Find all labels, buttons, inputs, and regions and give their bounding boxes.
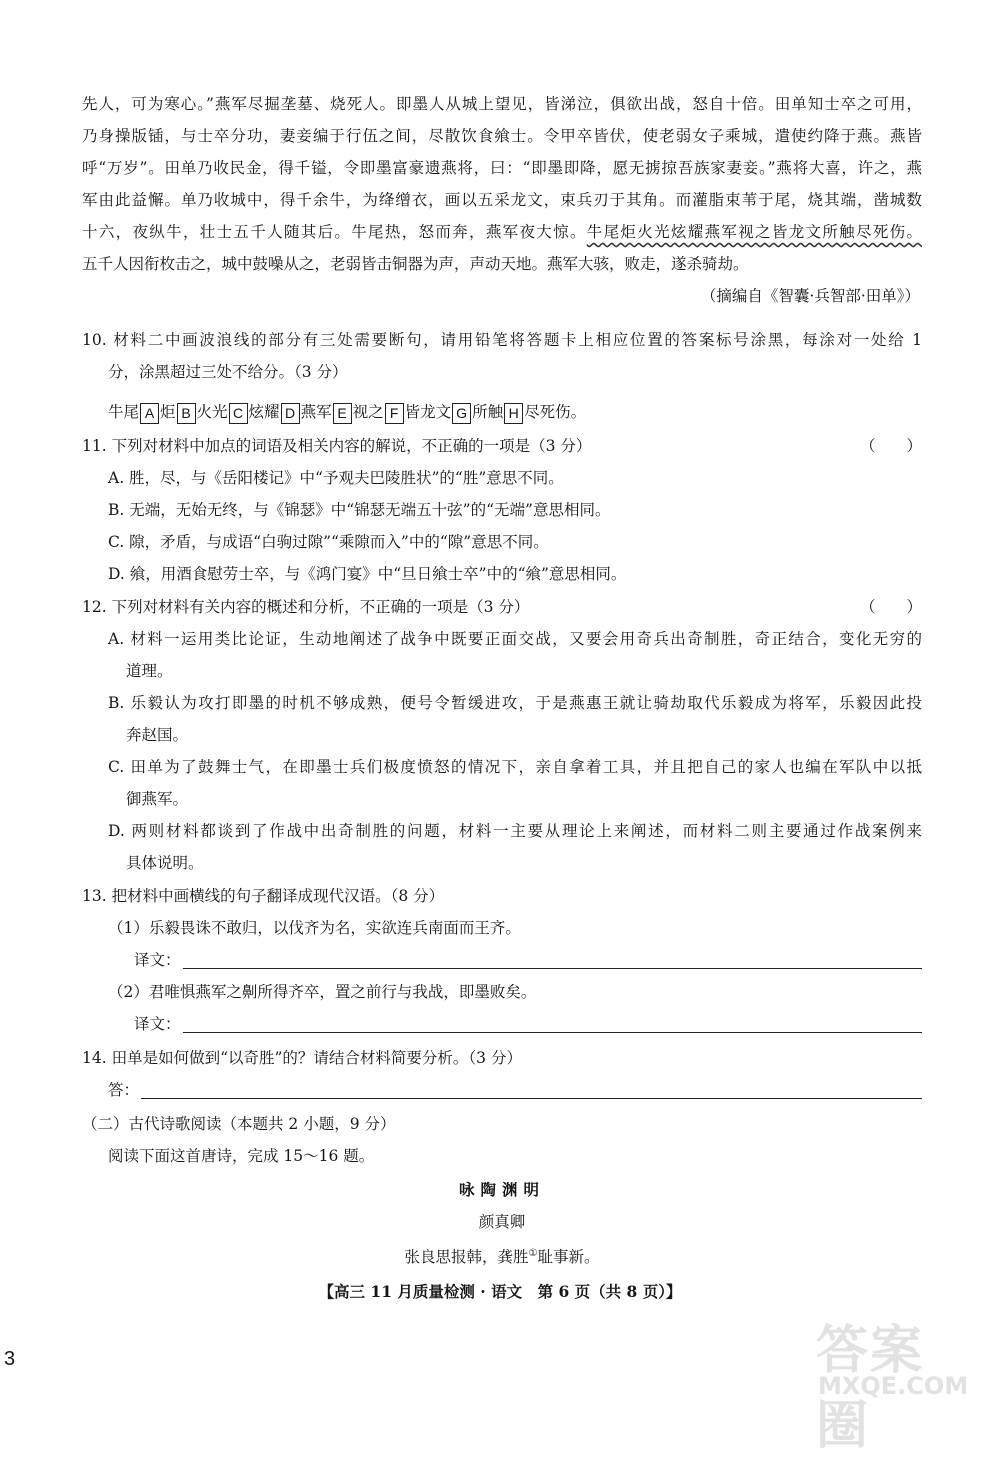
question-14 [82,1042,922,1106]
translation-label: 译文： [134,951,181,969]
q10-segmented-sentence [82,396,922,428]
q11-stem [82,430,922,462]
q12-answer-paren[interactable]: （ ） [859,598,922,616]
q12-option-d-line-2: 具体说明。 [126,854,204,872]
q10-segment: 炫耀 [248,403,280,421]
q10-marker-e[interactable]: E [333,403,352,424]
passage-line-6: 五千人因衔枚击之，城中鼓噪从之，老弱皆击铜器为声，声动天地。燕军大骇，败走，遂杀骑劫。 [82,255,749,273]
q10-stem-line-1: 10. 材料二中画波浪线的部分有三处需要断句，请用铅笔将答题卡上相应位置的答案标号涂黑，每涂对一处给 1 [82,331,922,349]
translation-label: 译文： [134,1015,181,1033]
question-10 [82,324,922,428]
passage-line-3: 呼“万岁”。田单乃收民金，得千镒，令即墨富豪遗燕将，曰：“即墨即降，愿无掳掠吾族家妻妾。”燕将大喜，许之，燕 [82,159,922,177]
q10-segment: 皆龙文 [404,403,452,421]
q12-option-c-line-2: 御燕军。 [126,790,189,808]
q12-option-d-line-1: D. 两则材料都谈到了作战中出奇制胜的问题，材料一主要从理论上来阐述，而材料二则主要通过作战案例来 [108,822,922,840]
watermark-brand: 答案圈 [816,1321,925,1456]
q12-stem [82,591,922,623]
q13-translation-1 [82,944,922,976]
passage-line-5-plain: 十六，夜纵牛，壮士五千人随其后。牛尾热，怒而奔，燕军夜大惊。 [82,223,587,241]
q10-marker-h[interactable]: H [504,403,523,424]
footnote-marker: ① [528,1248,538,1259]
translation-2-blank[interactable] [183,1010,922,1033]
q12-option-a-line-2: 道理。 [126,662,173,680]
q10-stem-line-2: 分，涂黑超过三处不给分。（3 分） [108,363,348,381]
q11-option-a: A. 胜，尽，与《岳阳楼记》中“予观夫巴陵胜状”的“胜”意思不同。 [108,469,564,487]
q10-marker-a[interactable]: A [140,403,159,424]
q10-marker-f[interactable]: F [385,403,404,424]
watermark-url: MXQE.COM [818,1372,969,1400]
q14-stem: 14. 田单是如何做到“以奇胜”的？请结合材料简要分析。（3 分） [82,1049,522,1067]
q10-marker-g[interactable]: G [452,403,471,424]
page-footer: 【高三 11 月质量检测 · 语文 第 6 页（共 8 页）】 [318,1282,682,1301]
section-2-intro: 阅读下面这首唐诗，完成 15～16 题。 [108,1147,375,1165]
wavy-underlined-sentence: 牛尾炬火光炫耀燕军视之皆龙文所触尽死伤。 [586,223,922,241]
watermark-logo [816,1308,976,1456]
q10-segment: 燕军 [300,403,332,421]
passage-line-5 [82,216,922,248]
q10-segment: 牛尾 [108,403,140,421]
passage [82,88,922,312]
q11-option-b: B. 无端，无始无终，与《锦瑟》中“锦瑟无端五十弦”的“无端”意思相同。 [108,501,611,519]
translation-1-blank[interactable] [183,946,922,969]
q10-segment: 视之 [352,403,384,421]
q10-marker-b[interactable]: B [177,403,196,424]
answer-label: 答： [108,1081,140,1099]
poem-line-1 [82,1238,922,1270]
q13-stem: 13. 把材料中画横线的句子翻译成现代汉语。（8 分） [82,887,445,905]
poem-title: 咏陶渊明 [458,1180,545,1199]
poem-line-1-part-b: 耻事新。 [537,1248,600,1267]
q11-stem-text: 11. 下列对材料中加点的词语及相关内容的解说，不正确的一项是（3 分） [82,437,592,455]
q10-marker-c[interactable]: C [229,403,248,424]
q12-option-c-line-1: C. 田单为了鼓舞士气，在即墨士兵们极度愤怒的情况下，亲自拿着工具，并且把自己的家人也编在军队中以抵 [108,758,922,776]
q12-option-b-line-2: 奔赵国。 [126,726,189,744]
q13-translation-2 [82,1008,922,1040]
q10-marker-d[interactable]: D [281,403,300,424]
poem-author: 颜真卿 [478,1213,526,1231]
q13-sentence-1: （1）乐毅畏诛不敢归，以伐齐为名，实欲连兵南面而王齐。 [108,919,521,937]
q14-answer-line [82,1074,922,1106]
q10-segment: 所触 [472,403,504,421]
poem-line-1-part-a: 张良思报韩，龚胜 [404,1248,529,1267]
passage-line-2: 乃身操版锸，与士卒分功，妻妾编于行伍之间，尽散饮食飨士。令甲卒皆伏，使老弱女子乘城，遣使约降于燕。燕皆 [82,127,922,145]
passage-line-4: 军由此益懈。单乃收城中，得千余牛，为绛缯衣，画以五采龙文，束兵刃于其角。而灌脂束苇于尾，烧其端，凿城数 [82,191,922,209]
q11-option-d: D. 飨，用酒食慰劳士卒，与《鸿门宴》中“旦日飨士卒”中的“飨”意思相同。 [108,565,627,583]
answer-blank[interactable] [141,1076,922,1099]
q12-stem-text: 12. 下列对材料有关内容的概述和分析，不正确的一项是（3 分） [82,598,530,616]
question-13 [82,880,922,1040]
section-2 [82,1108,922,1172]
section-2-heading: （二）古代诗歌阅读（本题共 2 小题，9 分） [82,1115,396,1133]
q11-option-c: C. 隙，矛盾，与成语“白驹过隙”“乘隙而入”中的“隙”意思不同。 [108,533,549,551]
question-12 [82,591,922,879]
q12-option-b-line-1: B. 乐毅认为攻打即墨的时机不够成熟，便号令暂缓进攻，于是燕惠王就让骑劫取代乐毅成为将军，乐毅因此投 [108,694,922,712]
passage-line-1: 先人，可为寒心。”燕军尽掘垄墓、烧死人。即墨人从城上望见，皆涕泣，俱欲出战，怒自十倍。田单知士卒之可用， [82,95,922,113]
q12-option-a-line-1: A. 材料一运用类比论证，生动地阐述了战争中既要正面交战，又要会用奇兵出奇制胜，奇正结合，变化无穷的 [108,630,922,648]
q10-segment: 炬 [160,403,176,421]
poem [82,1174,922,1270]
question-11 [82,430,922,590]
q11-answer-paren[interactable]: （ ） [859,437,922,455]
page-corner-number: 3 [4,1348,16,1370]
passage-source: （摘编自《智囊·兵智部·田单》） [700,287,920,305]
q10-segment: 火光 [196,403,228,421]
q10-segment: 尽死伤。 [524,403,587,421]
q13-sentence-2: （2）君唯惧燕军之劓所得齐卒，置之前行与我战，即墨败矣。 [108,983,537,1001]
